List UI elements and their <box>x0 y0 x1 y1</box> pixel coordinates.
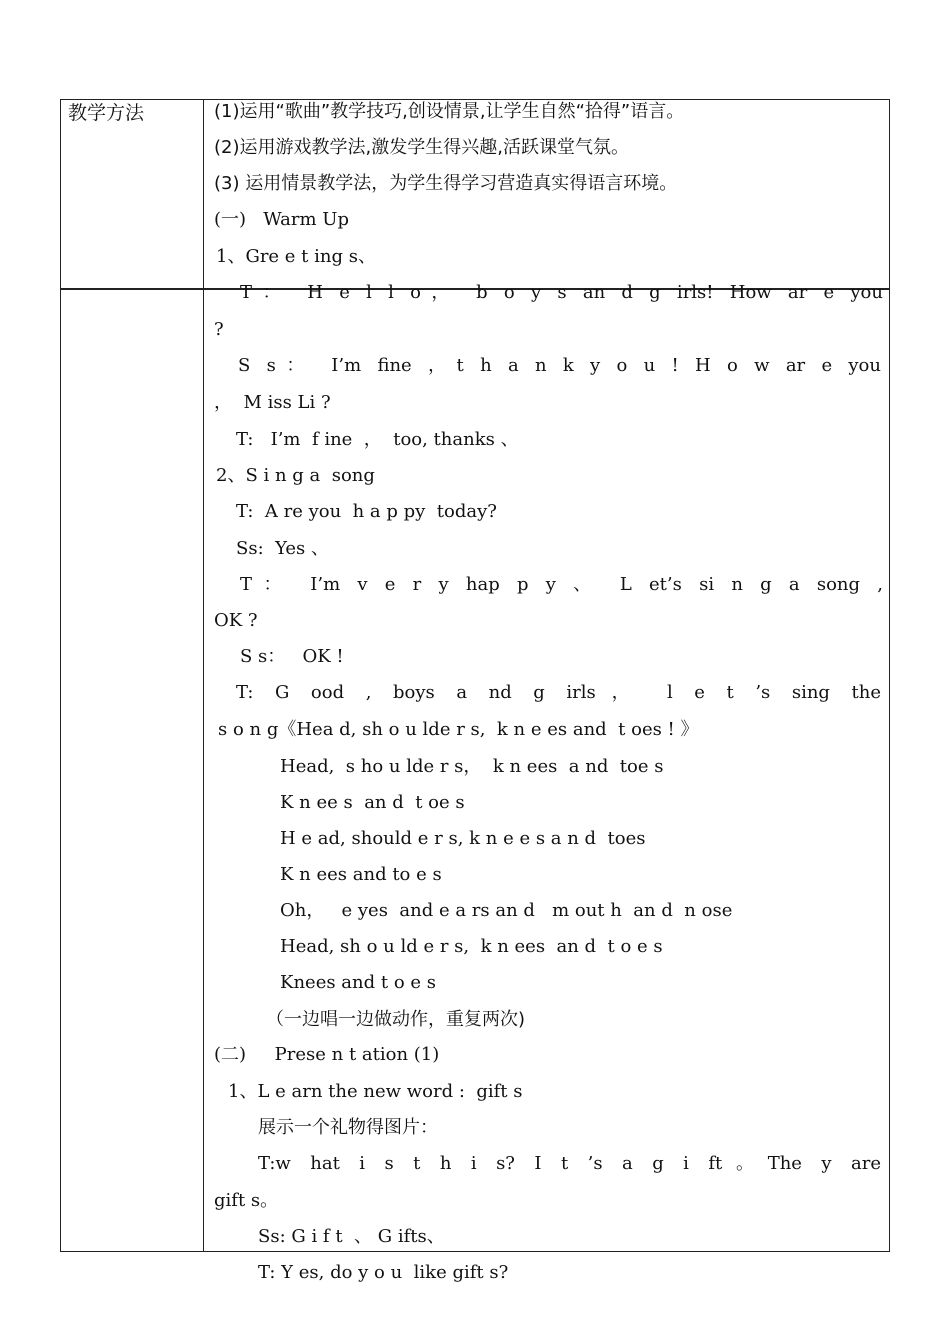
dialogue-line: T： I’m v e r y hap p y 、 L et’s si n g a song , <box>240 574 883 595</box>
dialogue-line: ? <box>214 319 224 340</box>
section-warm-up: (一) Warm Up <box>214 209 349 230</box>
song-lyric-line: Oh， e yes and e a rs an d m out h an d n ose <box>280 900 733 921</box>
instruction-show-picture: 展示一个礼物得图片： <box>258 1117 438 1138</box>
dialogue-line: s o n g《Hea d, sh o u lde r s, k n e es and t oes ! 》 <box>218 719 699 740</box>
step-greetings: 1、Gre e t ing s、 <box>216 246 376 267</box>
song-lyric-line: K n ee s an d t oe s <box>280 792 465 813</box>
section-presentation: (二) Prese n t ation (1) <box>214 1044 440 1065</box>
method-line-2: (2)运用游戏教学法,激发学生得兴趣,活跃课堂气氛。 <box>214 137 629 158</box>
step-sing-a-song: 2、S i n g a song <box>216 465 375 486</box>
song-lyric-line: K n ees and to e s <box>280 864 442 885</box>
table-label-teaching-method: 教学方法 <box>68 102 145 124</box>
dialogue-line: Ss: Yes 、 <box>236 538 330 559</box>
method-line-1: (1)运用“歌曲”教学技巧,创设情景,让学生自然“拾得”语言。 <box>214 101 685 122</box>
column-divider <box>203 99 204 1252</box>
dialogue-line: ， M iss Li ? <box>214 392 331 413</box>
dialogue-line: OK ? <box>214 610 258 631</box>
song-lyric-line: Head, s ho u lde r s， k n ees a nd toe s <box>280 756 664 777</box>
dialogue-line: S s： I’m fine ，t h a n k y o u ! H o w ar e you <box>238 355 881 376</box>
dialogue-line: T:w hat i s t h i s? I t ’s a g i ft。The y are <box>258 1153 881 1174</box>
method-line-3: (3) 运用情景教学法，为学生得学习营造真实得语言环境。 <box>214 173 678 194</box>
song-lyric-line: Head, sh o u ld e r s, k n ees an d t o e s <box>280 936 663 957</box>
dialogue-line: Ss: G i f t 、 G ifts、 <box>258 1226 445 1247</box>
dialogue-line: gift s。 <box>214 1190 279 1211</box>
dialogue-line: T: I’m f ine ， too, thanks 、 <box>236 429 519 450</box>
dialogue-line: T: Y es, do y o u like gift s? <box>258 1262 509 1283</box>
dialogue-line: T： H e l l o， b o y s an d g irls! How ar e you <box>240 282 883 303</box>
dialogue-line: T: G ood , boys a nd g irls， l e t ’s sing the <box>236 682 881 703</box>
step-learn-word: 1、L e arn the new word : gift s <box>228 1081 523 1102</box>
dialogue-line: S s： OK ! <box>240 646 344 667</box>
song-lyric-line: H e ad, should e r s, k n e e s a n d toes <box>280 828 646 849</box>
dialogue-line: T: A re you h a p py today? <box>236 501 497 522</box>
instruction-note: （一边唱一边做动作，重复两次) <box>266 1009 526 1030</box>
song-lyric-line: Knees and t o e s <box>280 972 436 993</box>
